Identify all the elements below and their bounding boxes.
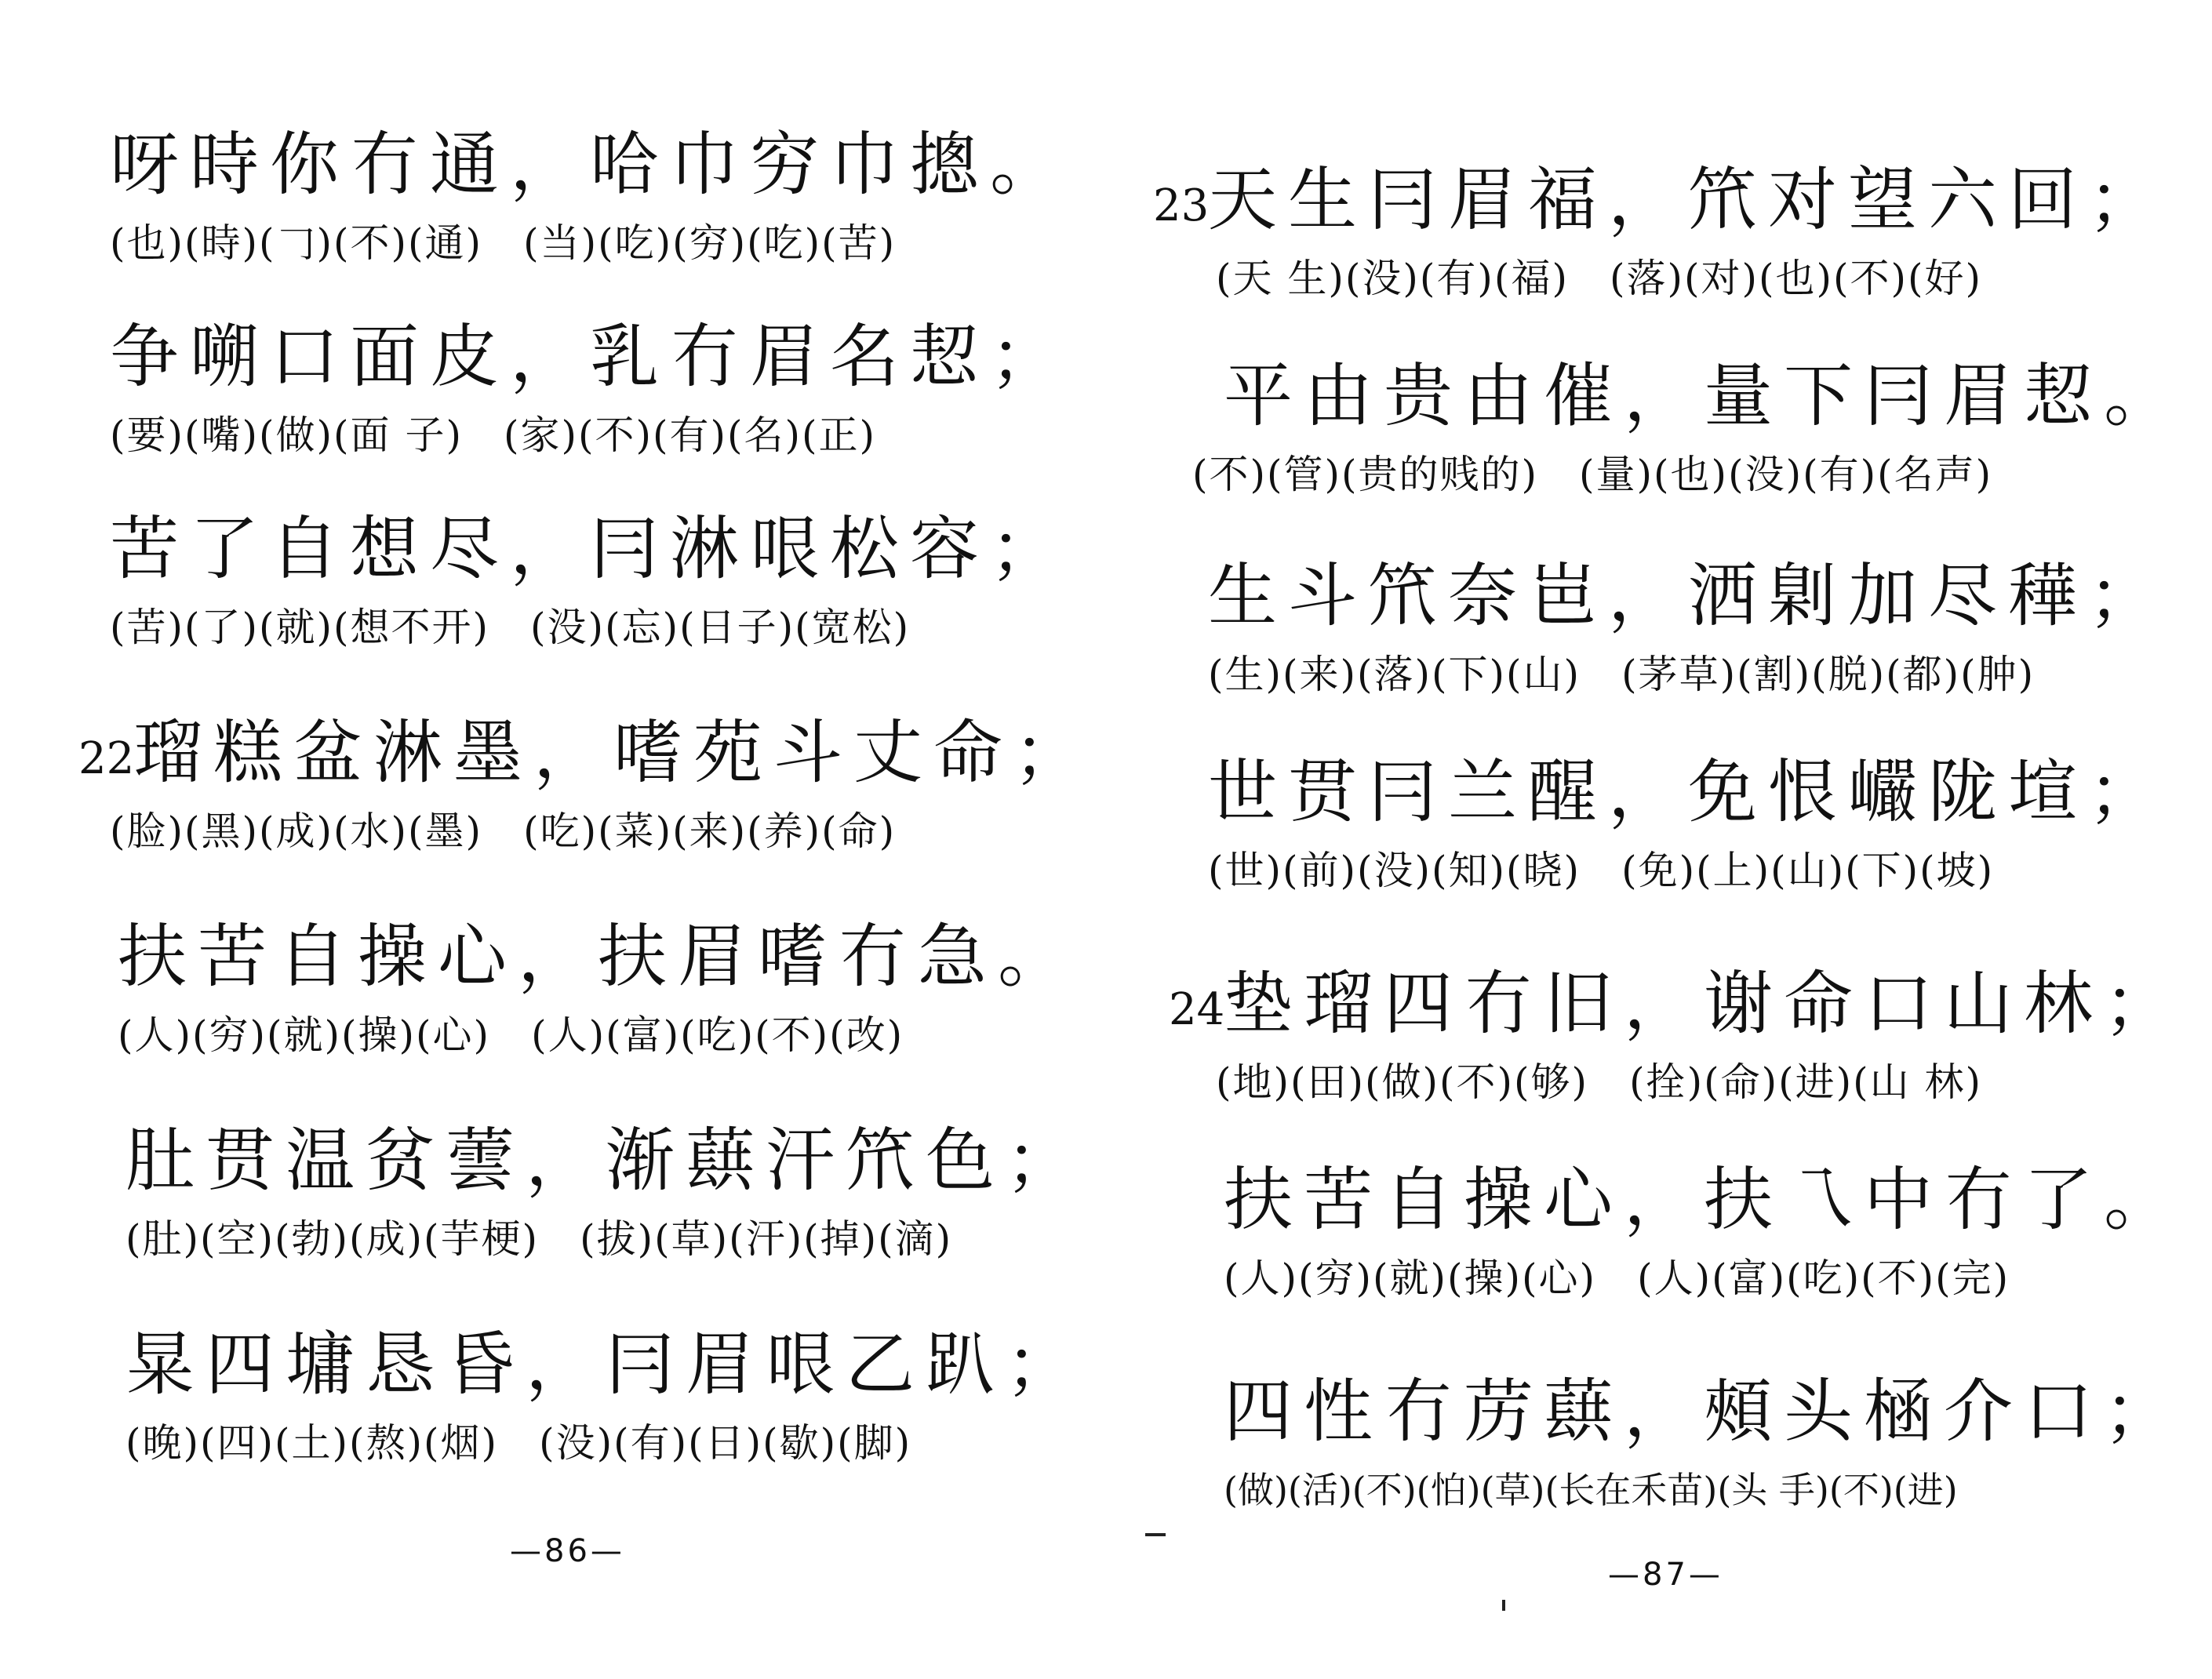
verse-main-text: 呀時你冇通，哈巾穷巾摠。 <box>110 124 1071 205</box>
verse-gloss-text: (天 生)(没)(有)(福) (落)(对)(也)(不)(好) <box>1216 256 1983 301</box>
verse-gloss-text: (苦)(了)(就)(想不开) (没)(忘)(日子)(宽松) <box>110 605 911 650</box>
verse-main-row <box>1169 957 2188 1051</box>
verse-main-text: 垫瑠四冇旧，谢命口山林； <box>1224 963 2185 1044</box>
verse-line <box>1224 1153 2212 1310</box>
page-number: —87— <box>1608 1557 1723 1593</box>
verse-line <box>110 118 1130 274</box>
right-page <box>1106 0 2212 1679</box>
verse-number: 24 <box>1169 984 1225 1035</box>
verse-gloss-text: (人)(穷)(就)(操)(心) (人)(富)(吃)(不)(完) <box>1224 1256 2010 1301</box>
verse-line <box>126 1317 1145 1474</box>
scan-mark <box>1145 1533 1166 1536</box>
verse-line <box>1192 349 2212 506</box>
scan-mark <box>1502 1600 1505 1611</box>
verse-gloss-text: (地)(田)(做)(不)(够) (拴)(命)(进)(山 林) <box>1216 1059 1983 1105</box>
verse-gloss-text: (晚)(四)(土)(熬)(烟) (没)(有)(日)(歇)(脚) <box>126 1420 912 1466</box>
verse-main-text: 瑠糕盆淋墨，嗜苑斗丈命； <box>133 712 1094 793</box>
verse-gloss-text: (脸)(黑)(成)(水)(墨) (吃)(菜)(来)(养)(命) <box>110 809 897 854</box>
verse-number: 22 <box>78 733 135 784</box>
verse-main-text: 天生冃眉福，笊对望六回； <box>1208 159 2169 240</box>
verse-gloss-text: (肚)(空)(勃)(成)(芋梗) (拔)(草)(汗)(掉)(滴) <box>126 1216 953 1262</box>
verse-line <box>1153 153 2173 310</box>
verse-line <box>126 1114 1145 1270</box>
verse-main-text: 扶苦自操心，扶眉嗜冇急。 <box>118 916 1079 997</box>
verse-gloss-text: (世)(前)(没)(知)(晓) (免)(上)(山)(下)(坡) <box>1208 848 1995 893</box>
verse-main-text: 㫧四墉恳昏，冃眉哏乙趴； <box>126 1324 1086 1405</box>
verse-number: 23 <box>1153 180 1210 231</box>
verse-line <box>1224 1365 2212 1521</box>
verse-line <box>1169 957 2188 1114</box>
verse-main-text: 争嗍口面皮，乳冇眉名恝； <box>110 316 1071 397</box>
verse-line <box>78 706 1098 863</box>
verse-line <box>110 502 1130 659</box>
verse-main-row <box>78 706 1098 800</box>
verse-main-text: 四性冇苈蕻，頰头㮀介口； <box>1224 1371 2185 1452</box>
verse-main-row <box>1153 153 2173 247</box>
page-number: —86— <box>510 1533 625 1569</box>
verse-main-text: 生斗笊奈岜，洒㓷加尽䅿； <box>1208 555 2169 636</box>
verse-gloss-text: (生)(来)(落)(下)(山) (茅草)(割)(脱)(都)(肿) <box>1208 652 2036 697</box>
verse-main-text: 扶苦自操心，扶乁中冇了。 <box>1224 1159 2185 1240</box>
verse-gloss-text: (也)(時)(𠃌)(不)(通) (当)(吃)(穷)(吃)(苦) <box>110 220 897 266</box>
verse-line <box>1208 549 2212 706</box>
verse-line <box>110 310 1130 467</box>
verse-gloss-text: (不)(管)(贵的贱的) (量)(也)(没)(有)(名声) <box>1192 452 1993 497</box>
verse-line <box>1208 745 2212 902</box>
verse-main-text: 世贯冃兰醒，免恨巗陇塇； <box>1208 751 2169 832</box>
verse-main-text: 平由贵由催，量下冃眉恝。 <box>1224 355 2185 436</box>
verse-main-text: 肚贯温贫蕓，渐蕻汗笊色； <box>126 1120 1086 1201</box>
verse-gloss-text: (做)(活)(不)(怕)(草)(长在禾苗)(头 手)(不)(进) <box>1224 1469 1958 1511</box>
verse-gloss-text: (人)(穷)(就)(操)(心) (人)(富)(吃)(不)(改) <box>118 1012 904 1058</box>
verse-gloss-text: (要)(嘴)(做)(面 子) (家)(不)(有)(名)(正) <box>110 412 877 458</box>
verse-main-text: 苦了自想尽，冃淋哏松容； <box>110 508 1071 589</box>
verse-line <box>118 910 1137 1067</box>
